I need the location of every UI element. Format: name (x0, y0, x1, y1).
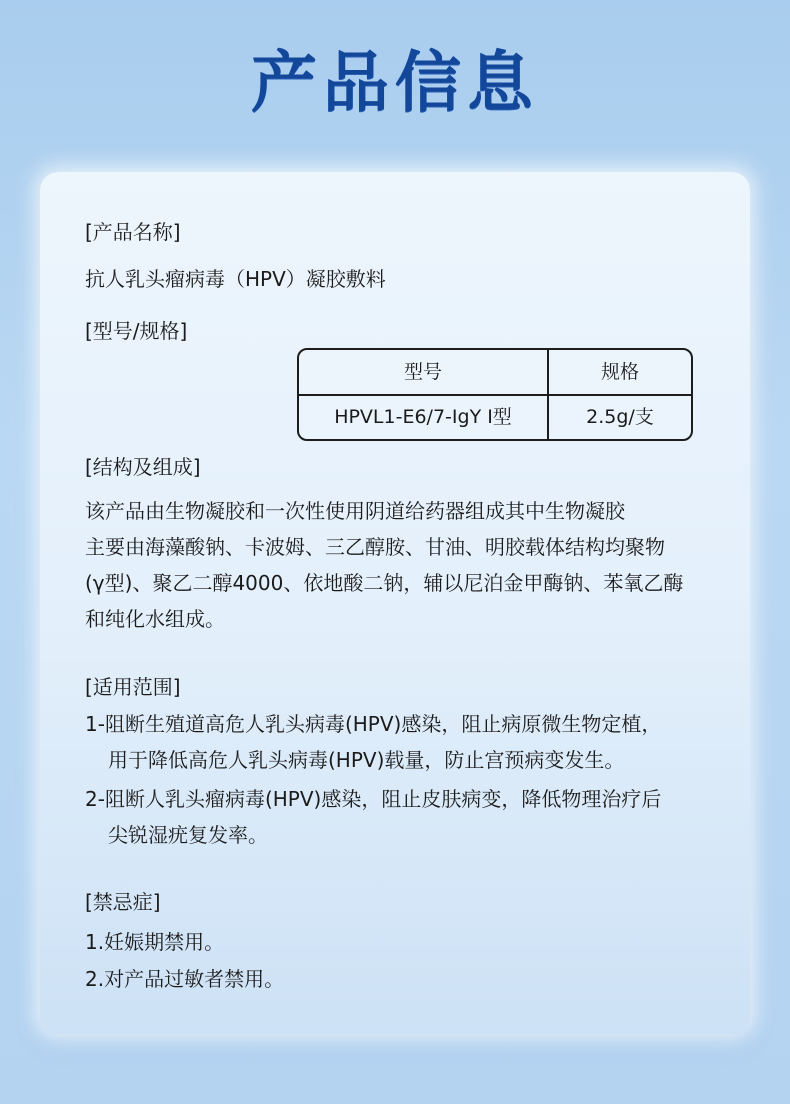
composition-heading: [结构及组成] (85, 455, 201, 479)
contraindication-item: 2.对产品过敏者禁用。 (85, 967, 285, 991)
composition-line: 主要由海藻酸钠、卡波姆、三乙醇胺、甘油、明胶载体结构均聚物 (85, 535, 665, 559)
scope-item-line: 尖锐湿疣复发率。 (108, 823, 268, 847)
composition-line: (γ型)、聚乙二醇4000、依地酸二钠，辅以尼泊金甲酶钠、苯氧乙酶 (85, 571, 684, 595)
contraindication-item: 1.妊娠期禁用。 (85, 930, 225, 954)
product-name-heading: [产品名称] (85, 220, 181, 244)
scope-item-line: 1-阻断生殖道高危人乳头病毒(HPV)感染，阻止病原微生物定植， (85, 712, 662, 736)
scope-item-line: 用于降低高危人乳头病毒(HPV)载量，防止宫预病变发生。 (108, 748, 625, 772)
contraindications-heading: [禁忌症] (85, 890, 161, 914)
page-title: 产品信息 (251, 44, 539, 121)
scope-heading: [适用范围] (85, 675, 181, 699)
spec-table (297, 348, 693, 441)
table-header-model: 型号 (403, 361, 442, 383)
table-cell-spec: 2.5g/支 (586, 406, 654, 428)
table-header-spec: 规格 (600, 361, 639, 383)
scope-item-line: 2-阻断人乳头瘤病毒(HPV)感染，阻止皮肤病变，降低物理治疗后 (85, 787, 662, 811)
model-spec-heading: [型号/规格] (85, 319, 188, 343)
table-cell-model: HPVL1-E6/7-IgY Ⅰ型 (334, 406, 512, 428)
composition-line: 该产品由生物凝胶和一次性使用阴道给药器组成其中生物凝胶 (85, 499, 625, 523)
composition-line: 和纯化水组成。 (85, 607, 225, 631)
product-name-value: 抗人乳头瘤病毒（HPV）凝胶敷料 (85, 267, 386, 291)
